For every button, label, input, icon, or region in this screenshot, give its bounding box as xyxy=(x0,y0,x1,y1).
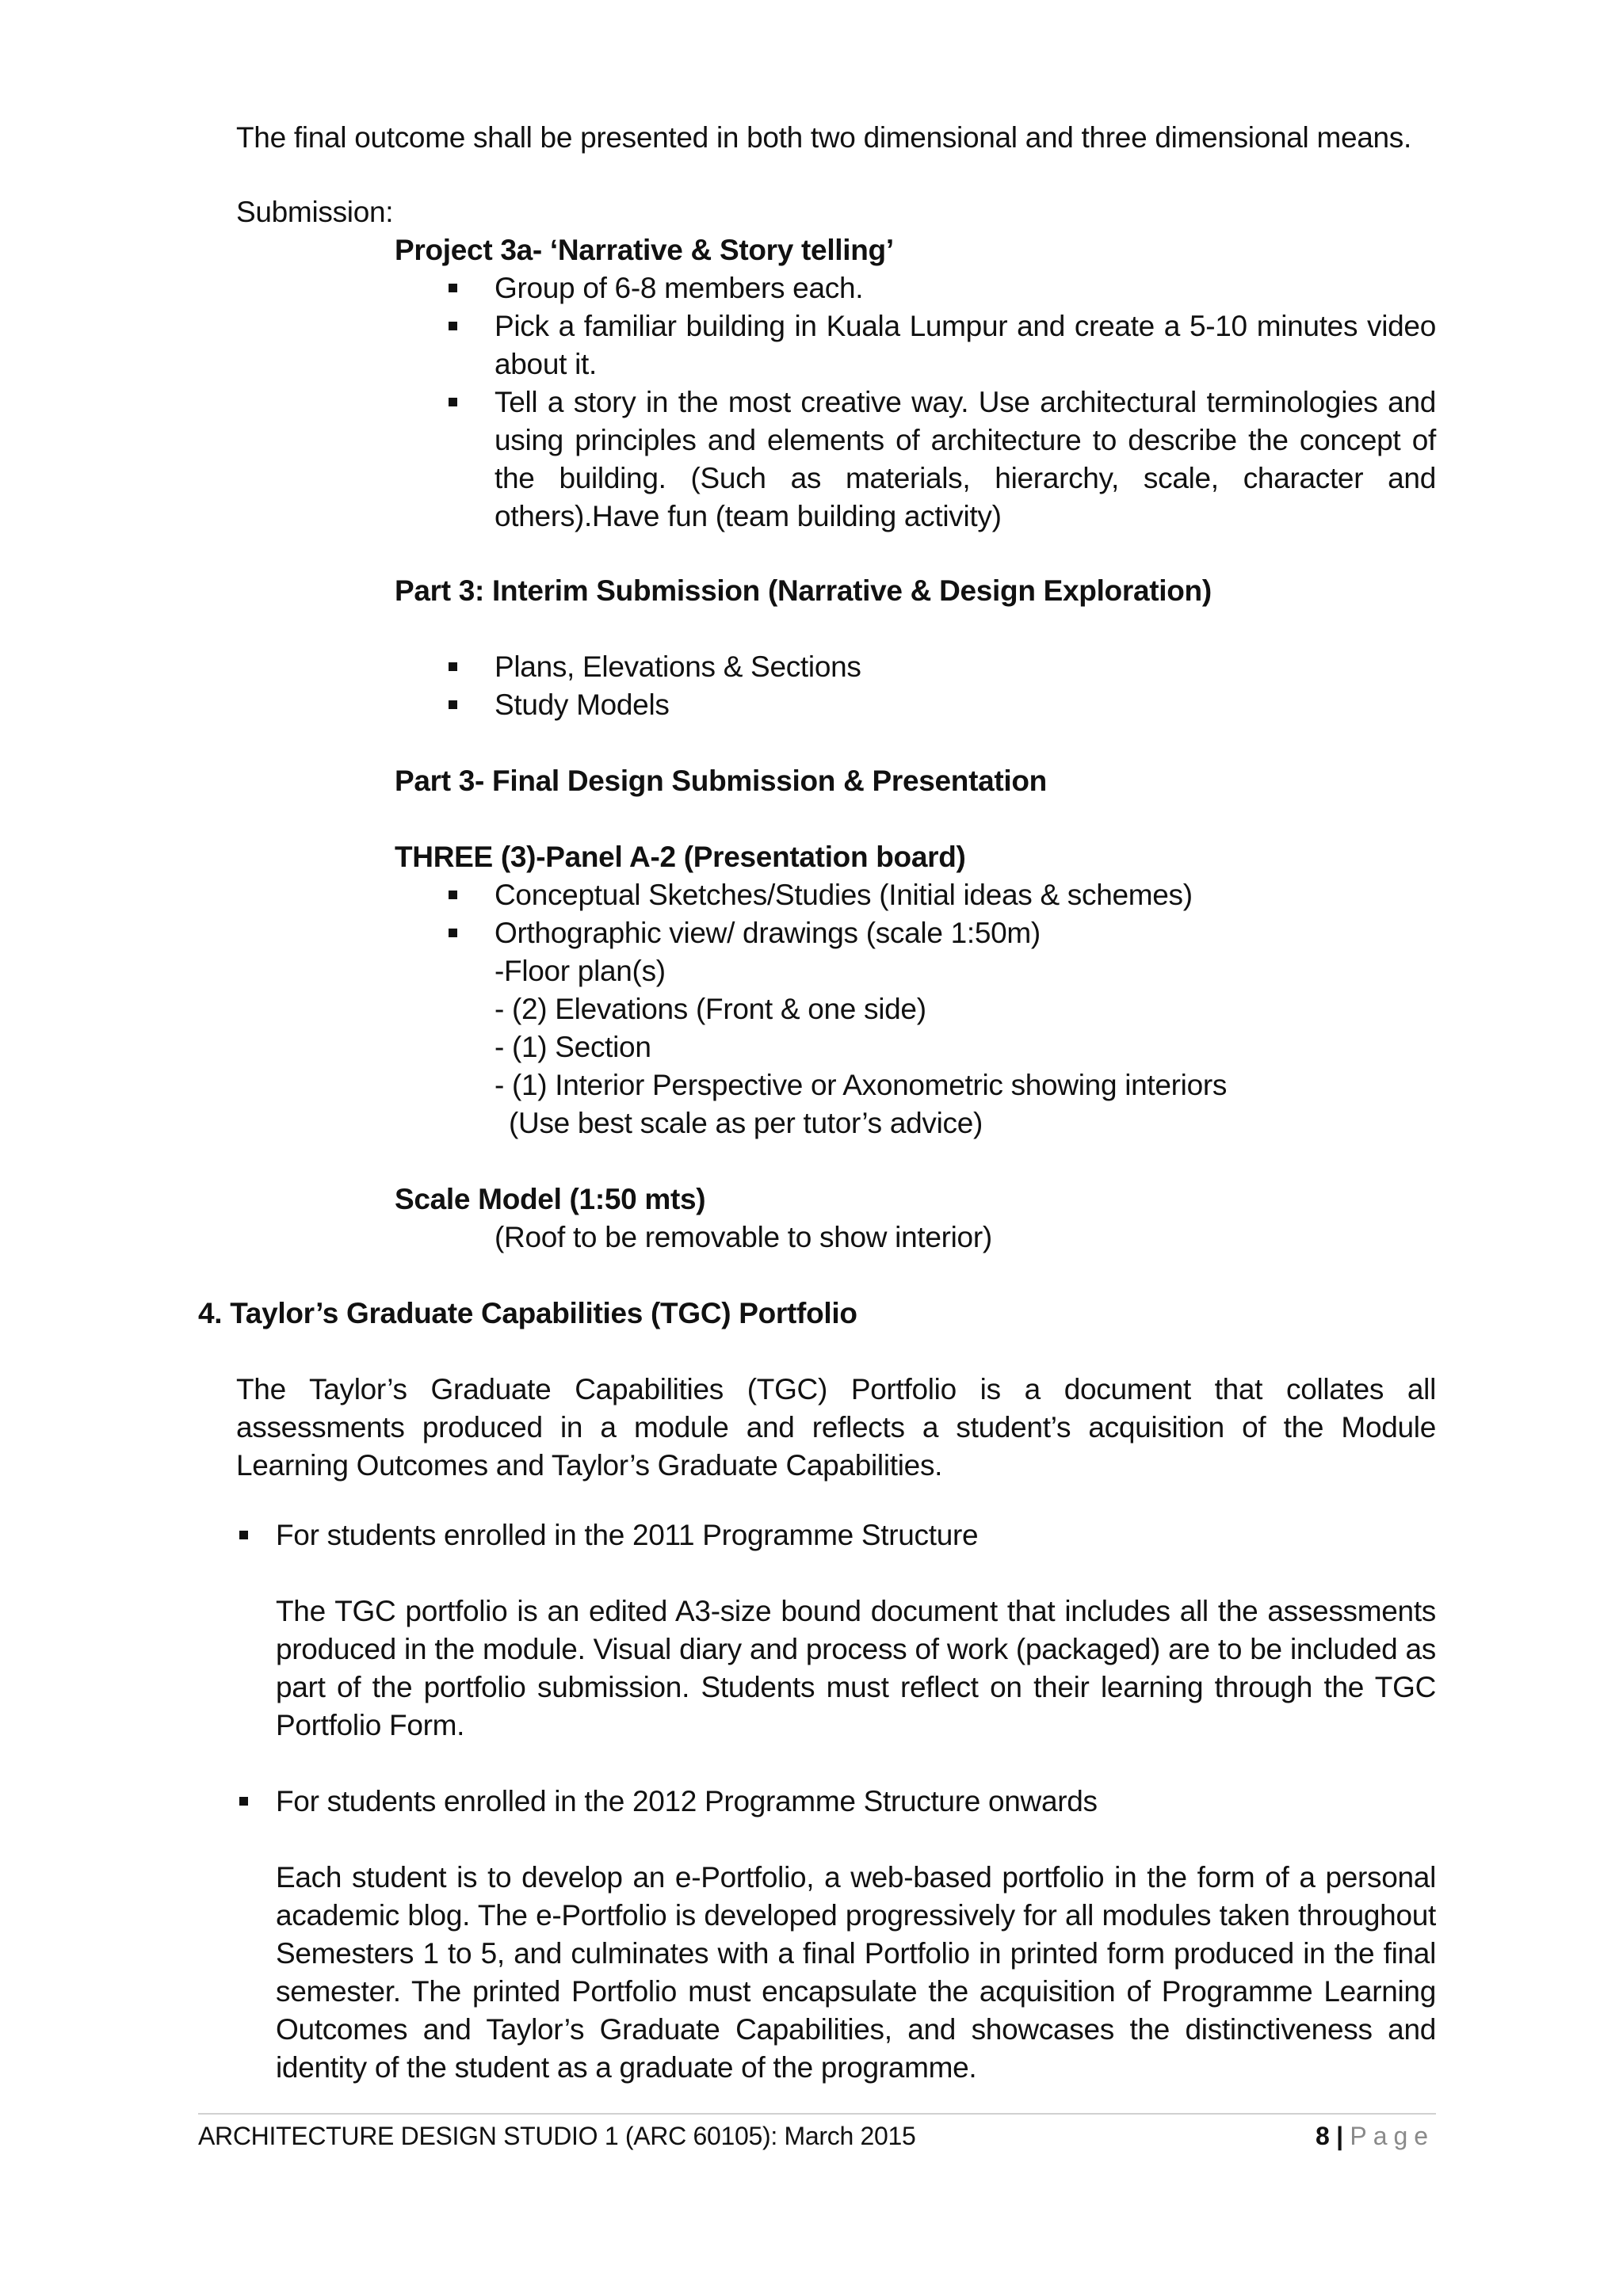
scale-model-note: (Roof to be removable to show interior) xyxy=(495,1221,992,1253)
bullet-marker xyxy=(449,322,457,330)
footer-page-number: 8 xyxy=(1316,2122,1330,2150)
footer-divider xyxy=(198,2113,1436,2115)
intro-text: The final outcome shall be presented in both two dimensional and three dimensional means. xyxy=(236,121,1411,154)
section4-paragraph: The Taylor’s Graduate Capabilities (TGC) Portfolio is a document that collates all assessments produced in a module and reflects a student’s acquisition of the Module Learning Outcomes and Taylor’s Graduate Capabilities. xyxy=(236,1373,1436,1482)
footer-page-indicator xyxy=(1316,2120,1434,2152)
panel-sub-elevations: - (2) Elevations (Front & one side) xyxy=(495,993,926,1025)
panel-sub-interior: - (1) Interior Perspective or Axonometric showing interiors xyxy=(495,1069,1228,1101)
panel-sub-section: - (1) Section xyxy=(495,1031,651,1063)
paragraph-2011-structure: The TGC portfolio is an edited A3-size bound document that includes all the assessments produced in the module. Visual diary and process of work (packaged) are to be included as part of the portfolio submission. Students must reflect on their learning through the TGC Portfolio Form. xyxy=(276,1595,1436,1741)
section4-heading: 4. Taylor’s Graduate Capabilities (TGC) Portfolio xyxy=(198,1297,857,1329)
paragraph-2012-structure: Each student is to develop an e-Portfolio, a web-based portfolio in the form of a personal academic blog. The e-Portfolio is developed progressively for all modules taken throughout Semesters 1 to 5, and culminates with a final Portfolio in printed form produced in the final semester. The printed Portfolio must encapsulate the acquisition of Programme Learning Outcomes and Taylor’s Graduate Capabilities, and showcases the distinctiveness and identity of the student as a graduate of the programme. xyxy=(276,1861,1436,2084)
scale-model-heading: Scale Model (1:50 mts) xyxy=(395,1183,706,1215)
panel-sub-scale-note: (Use best scale as per tutor’s advice) xyxy=(509,1107,983,1139)
submission-label: Submission: xyxy=(236,196,394,228)
bullet-marker xyxy=(449,284,457,292)
bullet-marker xyxy=(449,891,457,899)
footer-separator: | xyxy=(1336,2122,1343,2150)
footer-course-title: ARCHITECTURE DESIGN STUDIO 1 (ARC 60105): March 2015 xyxy=(198,2122,916,2150)
interim-bullet-1: Plans, Elevations & Sections xyxy=(495,650,861,683)
interim-bullet-2: Study Models xyxy=(495,688,670,721)
final-heading: Part 3- Final Design Submission & Presentation xyxy=(395,765,1047,797)
bullet-marker xyxy=(239,1531,248,1539)
interim-heading: Part 3: Interim Submission (Narrative & Design Exploration) xyxy=(395,574,1212,607)
panel-sub-floorplan: -Floor plan(s) xyxy=(495,955,666,987)
bullet-marker xyxy=(449,662,457,671)
project3a-bullet-3: Tell a story in the most creative way. Use architectural terminologies and using principles and elements of architecture to describe the concept of the building. (Such as materials, hierarchy, scale, character and others).Have fun (team building activity) xyxy=(495,386,1436,532)
panel-heading: THREE (3)-Panel A-2 (Presentation board) xyxy=(395,841,966,873)
bullet-marker xyxy=(239,1797,248,1806)
bullet-marker xyxy=(449,929,457,937)
bullet-marker xyxy=(449,700,457,709)
bullet-2012-structure: For students enrolled in the 2012 Programme Structure onwards xyxy=(276,1785,1098,1817)
panel-bullet-2: Orthographic view/ drawings (scale 1:50m) xyxy=(495,917,1041,949)
bullet-marker xyxy=(449,398,457,406)
project3a-heading: Project 3a- ‘Narrative & Story telling’ xyxy=(395,234,894,266)
project3a-bullet-1: Group of 6-8 members each. xyxy=(495,272,864,304)
panel-bullet-1: Conceptual Sketches/Studies (Initial ideas & schemes) xyxy=(495,879,1193,911)
footer-page-word: Page xyxy=(1350,2122,1435,2150)
bullet-2011-structure: For students enrolled in the 2011 Programme Structure xyxy=(276,1519,979,1551)
project3a-bullet-2: Pick a familiar building in Kuala Lumpur and create a 5-10 minutes video about it. xyxy=(495,310,1436,380)
